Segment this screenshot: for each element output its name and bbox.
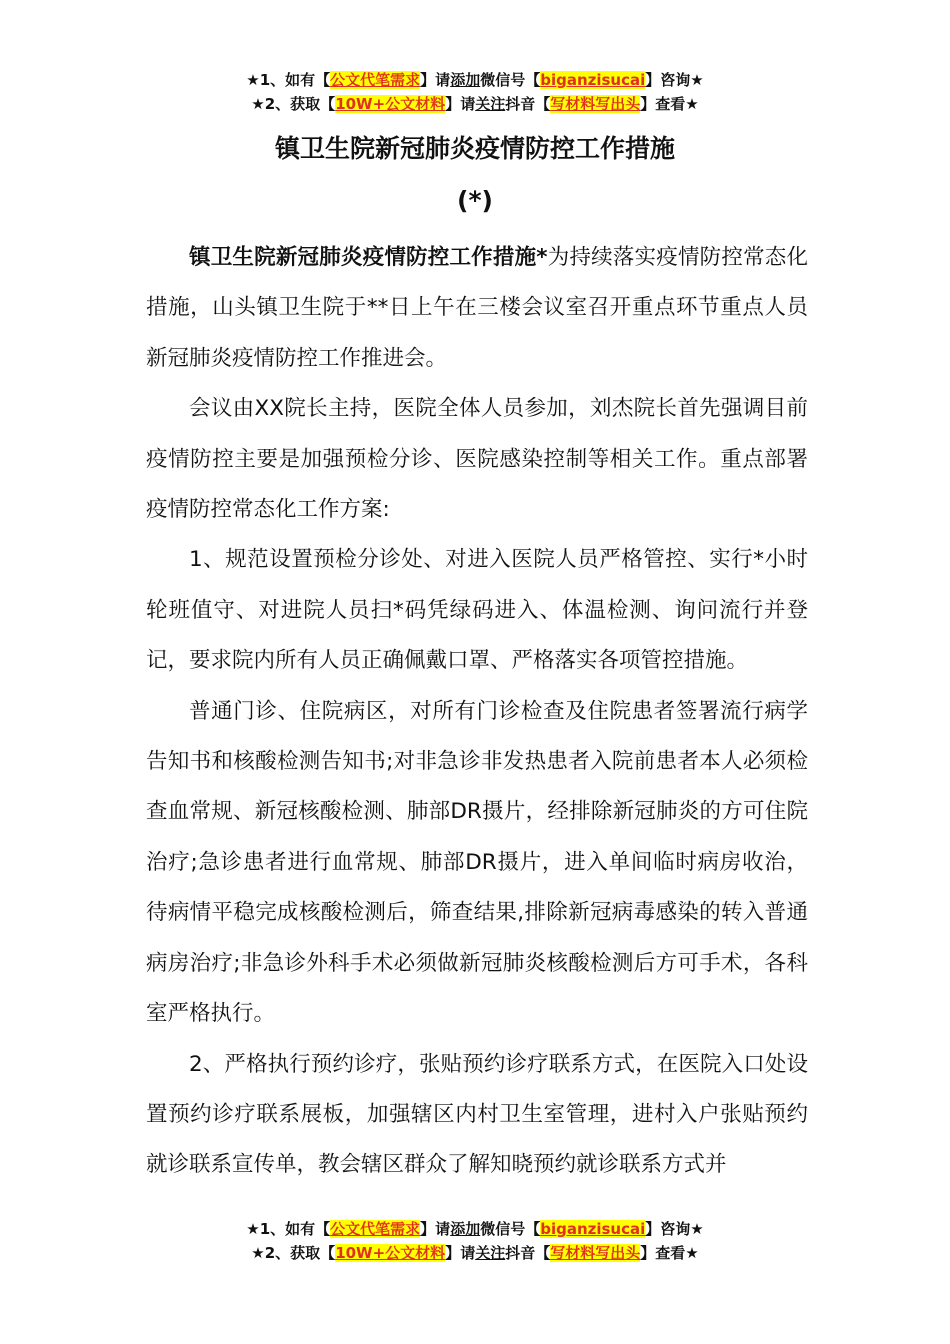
promo-banner-top bbox=[0, 68, 950, 116]
promo-text: 微信号【 bbox=[480, 71, 541, 89]
promo-underline: 关注 bbox=[475, 95, 506, 113]
promo-banner-bottom bbox=[0, 1217, 950, 1265]
promo-line-1 bbox=[0, 68, 950, 92]
promo-text: ★2、获取【 bbox=[251, 95, 336, 113]
document-body bbox=[146, 233, 808, 1191]
paragraph-text: 2、严格执行预约诊疗，张贴预约诊疗联系方式，在医院入口处设置预约诊疗联系展板，加强辖区内村卫生室管理，进村入户张贴预约就诊联系宣传单，教会辖区群众了解知晓预约就诊联系方式并 bbox=[146, 1051, 808, 1178]
promo-text: 抖音【 bbox=[505, 1244, 551, 1262]
paragraph-text: 会议由XX院长主持，医院全体人员参加，刘杰院长首先强调目前疫情防控主要是加强预检分诊、医院感染控制等相关工作。重点部署疫情防控常态化工作方案: bbox=[146, 396, 808, 523]
promo-highlight: 10W+公文材料 bbox=[335, 1244, 446, 1262]
promo-text: 】咨询★ bbox=[645, 71, 704, 89]
promo-line-2 bbox=[0, 92, 950, 116]
promo-text: ★1、如有【 bbox=[246, 71, 331, 89]
promo-highlight: 10W+公文材料 bbox=[335, 95, 446, 113]
paragraph-text: 1、规范设置预检分诊处、对进入医院人员严格管控、实行*小时轮班值守、对进院人员扫*码凭绿码进入、体温检测、询问流行并登记，要求院内所有人员正确佩戴口罩、严格落实各项管控措施。 bbox=[146, 547, 808, 674]
promo-highlight: 写材料写出头 bbox=[550, 95, 641, 113]
paragraph bbox=[146, 535, 808, 686]
promo-highlight: biganzisucai bbox=[540, 1220, 646, 1238]
paragraph bbox=[146, 1040, 808, 1191]
promo-text: 】请 bbox=[445, 95, 476, 113]
promo-text: 】查看★ bbox=[640, 1244, 699, 1262]
paragraph-bold-lead: 镇卫生院新冠肺炎疫情防控工作措施* bbox=[189, 245, 548, 270]
promo-highlight: biganzisucai bbox=[540, 71, 646, 89]
promo-highlight: 写材料写出头 bbox=[550, 1244, 641, 1262]
document-subtitle: (*) bbox=[457, 186, 493, 215]
promo-text: 抖音【 bbox=[505, 95, 551, 113]
promo-underline: 关注 bbox=[475, 1244, 506, 1262]
promo-line-1 bbox=[0, 1217, 950, 1241]
promo-underline: 添加 bbox=[450, 71, 481, 89]
promo-underline: 添加 bbox=[450, 1220, 481, 1238]
paragraph-text: 普通门诊、住院病区，对所有门诊检查及住院患者签署流行病学告知书和核酸检测告知书;对非急诊非发热患者入院前患者本人必须检查血常规、新冠核酸检测、肺部DR摄片，经排除新冠肺炎的方可住院治疗;急诊患者进行血常规、肺部DR摄片，进入单间临时病房收治，待病情平稳完成核酸检测后，筛查结果,排除新冠病毒感染的转入普通病房治疗;非急诊外科手术必须做新冠肺炎核酸检测后方可手术，各科室严格执行。 bbox=[146, 698, 808, 1027]
document-title: 镇卫生院新冠肺炎疫情防控工作措施 bbox=[274, 134, 675, 163]
promo-highlight: 公文代笔需求 bbox=[330, 1220, 421, 1238]
promo-text: ★1、如有【 bbox=[246, 1220, 331, 1238]
promo-text: 】查看★ bbox=[640, 95, 699, 113]
promo-text: ★2、获取【 bbox=[251, 1244, 336, 1262]
promo-highlight: 公文代笔需求 bbox=[330, 71, 421, 89]
paragraph bbox=[146, 233, 808, 384]
promo-line-2 bbox=[0, 1241, 950, 1265]
promo-text: 】请 bbox=[420, 1220, 451, 1238]
paragraph bbox=[146, 687, 808, 1040]
paragraph-text: 为持续落实疫情防控常态化措施，山头镇卫生院于**日上午在三楼会议室召开重点环节重点人员新冠肺炎疫情防控工作推进会。 bbox=[146, 245, 808, 371]
paragraph bbox=[146, 384, 808, 535]
promo-text: 】请 bbox=[445, 1244, 476, 1262]
promo-text: 微信号【 bbox=[480, 1220, 541, 1238]
promo-text: 】咨询★ bbox=[645, 1220, 704, 1238]
promo-text: 】请 bbox=[420, 71, 451, 89]
